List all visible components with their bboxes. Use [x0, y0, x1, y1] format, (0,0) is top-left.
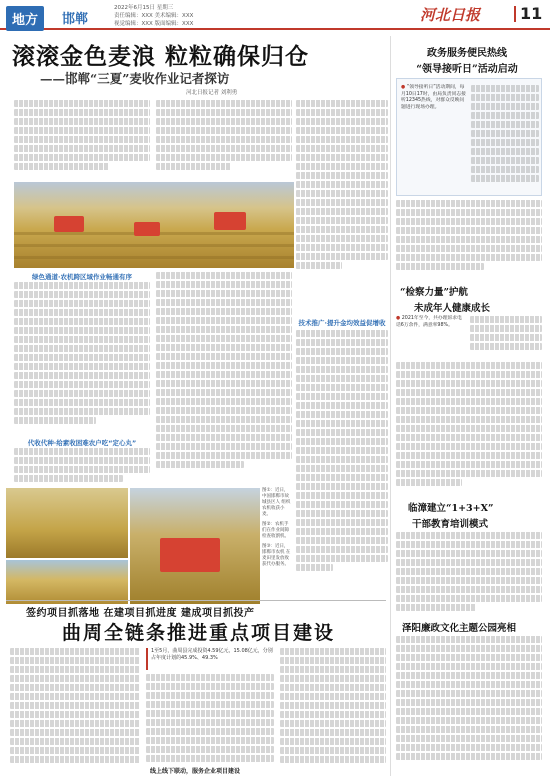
bottom-stat-text: 1至5月，曲周县完成投资4.59亿元，15.08亿元，分别占年度计划的45.9%、49.3% — [151, 648, 273, 661]
photo-caption-2: 图②：农机手们在作业间隙检查收割机。 — [262, 522, 289, 539]
bullet-item-1 — [401, 85, 467, 111]
right-text-3 — [396, 532, 542, 616]
wheat-field-photo — [14, 182, 294, 268]
right-headline-3-line2: 干部教育培训模式 — [412, 519, 489, 530]
right-headline-2-line1: “检察力量”护航 — [400, 287, 468, 298]
bullet-item-2 — [396, 316, 466, 329]
bullet-text-column — [471, 85, 539, 185]
body-text-col3b — [296, 330, 388, 600]
bottom-text-col2 — [146, 674, 274, 776]
bullet-dot-icon: ● — [396, 316, 401, 321]
main-headline: 滚滚金色麦浪 粒粒确保归仓 — [12, 43, 310, 70]
photo-captions — [262, 488, 292, 604]
combine-harvester-2 — [134, 222, 160, 236]
header-editors: 责任编辑：XXX 美术编辑：XXX — [114, 13, 194, 19]
intro-text-col1 — [14, 100, 150, 178]
right-headline-4: 泽阳廉政文化主题公园亮相 — [402, 623, 517, 634]
combine-harvester-3 — [214, 212, 246, 230]
subhead-contract-service: 代收代种·给素收困难农户吃“定心丸” — [27, 439, 137, 447]
right-info-box — [396, 78, 542, 196]
subhead-tech-promotion: 技术推广·提升金均效益促增收 — [298, 319, 386, 327]
intro-text-col2 — [156, 100, 292, 178]
page-number-divider — [514, 6, 516, 22]
bullet-text-1: “领导接听日”活动期间，每月10日17时，由局负责同志接听12345热线，对群众反映问题进行现场办理。 — [401, 85, 466, 110]
header-visual-editors: 视觉编辑：XXX 版面编辑：XXX — [114, 21, 194, 27]
harvester-machine — [160, 538, 220, 572]
right-headline-2-line2: 未成年人健康成长 — [414, 303, 491, 314]
right-text-1 — [396, 200, 542, 280]
subhead-green-channel: 绿色通道·农机跨区域作业畅通有序 — [32, 273, 132, 281]
bottom-text-col3 — [280, 648, 386, 776]
harvester-photo — [130, 488, 260, 604]
photo-caption-3: 图③：近日，邯郸市农机 在麦田里发放收获代办服务。 — [262, 544, 291, 567]
header-date: 2022年6月15日 星期三 — [114, 5, 174, 11]
newspaper-logo: 河北日报 — [420, 6, 481, 24]
page-header — [0, 0, 550, 30]
right-kicker: 政务服务便民热线 — [427, 48, 507, 59]
bottom-text-col1 — [10, 648, 140, 776]
body-text-col1 — [14, 282, 150, 432]
column-divider — [390, 36, 391, 776]
section-tag: 地方 — [6, 6, 44, 31]
bottom-kicker: 签约项目抓落地 在建项目抓进度 建成项目抓投产 — [26, 608, 255, 619]
bullet-text-2: 2021年至今，共办理诉求电话6万余件，满意率98%。 — [396, 316, 462, 328]
right-text-2 — [396, 362, 542, 494]
body-text-col2 — [156, 272, 292, 484]
photo-caption-1: 图①：近日，中国邯郸市故城县区人 组织农机收获小麦。 — [262, 488, 291, 517]
right-headline: “领导接听日”活动启动 — [416, 64, 518, 75]
right-text-2a — [470, 316, 542, 358]
main-byline: 河北日报记者 刘利勇 — [186, 90, 238, 96]
bottom-stat-box — [146, 648, 274, 670]
section-city: 邯郸 — [62, 12, 89, 27]
farmers-photo — [6, 488, 128, 558]
right-text-4 — [396, 636, 542, 776]
field-photo-2 — [6, 560, 128, 604]
main-subheadline: ——邯郸“三夏”麦收作业记者探访 — [40, 71, 230, 86]
body-text-col3 — [296, 100, 388, 290]
bottom-subhead: 线上线下联动，服务企业项目建设 — [150, 768, 241, 775]
combine-harvester-1 — [54, 216, 84, 232]
section-divider — [6, 600, 386, 601]
bullet-dot-icon: ● — [401, 85, 406, 90]
page-number: 11 — [520, 4, 543, 23]
right-headline-3-line1: 临漳建立“1+3+X” — [408, 503, 494, 514]
bottom-headline: 曲周全链条推进重点项目建设 — [62, 622, 336, 644]
body-text-col1b — [14, 448, 150, 484]
header-meta — [114, 4, 224, 28]
